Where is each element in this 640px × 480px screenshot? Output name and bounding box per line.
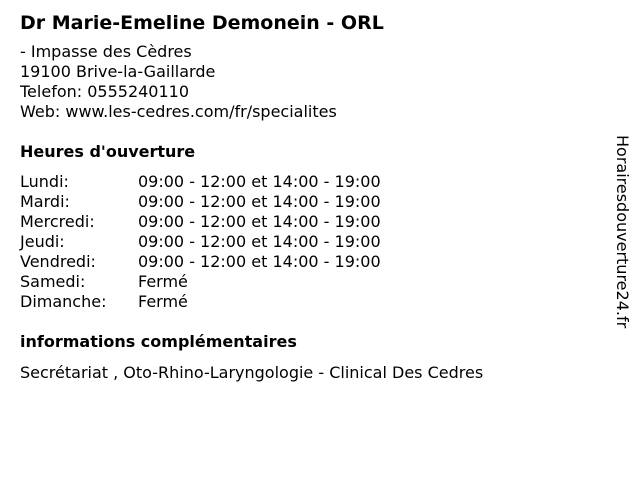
hours-day: Jeudi: — [20, 232, 65, 251]
info-text: Secrétariat , Oto-Rhino-Laryngologie - Clinical Des Cedres — [20, 363, 484, 382]
hours-day: Mercredi: — [20, 212, 95, 231]
hours-day: Lundi: — [20, 172, 69, 191]
hours-row-tuesday — [20, 192, 590, 212]
business-card — [20, 10, 590, 384]
hours-day: Dimanche: — [20, 292, 107, 311]
address-city: 19100 Brive-la-Gaillarde — [20, 62, 216, 81]
hours-time: Fermé — [138, 292, 188, 311]
hours-row-thursday — [20, 232, 590, 252]
hours-row-saturday — [20, 272, 590, 292]
hours-day: Vendredi: — [20, 252, 96, 271]
hours-row-monday — [20, 172, 590, 192]
phone-line: Telefon: 0555240110 — [20, 82, 190, 101]
hours-row-sunday — [20, 292, 590, 312]
hours-time: 09:00 - 12:00 et 14:00 - 19:00 — [138, 252, 381, 271]
info-heading: informations complémentaires — [20, 332, 297, 351]
hours-time: 09:00 - 12:00 et 14:00 - 19:00 — [138, 192, 381, 211]
hours-day: Samedi: — [20, 272, 86, 291]
hours-time: 09:00 - 12:00 et 14:00 - 19:00 — [138, 212, 381, 231]
hours-row-friday — [20, 252, 590, 272]
hours-time: 09:00 - 12:00 et 14:00 - 19:00 — [138, 232, 381, 251]
hours-row-wednesday — [20, 212, 590, 232]
business-title: Dr Marie-Emeline Demonein - ORL — [20, 12, 384, 34]
address-street: - Impasse des Cèdres — [20, 42, 192, 61]
hours-day: Mardi: — [20, 192, 70, 211]
site-watermark: Horairesdouverture24.fr — [613, 135, 632, 329]
hours-table — [20, 172, 590, 312]
hours-heading: Heures d'ouverture — [20, 142, 196, 161]
hours-time: 09:00 - 12:00 et 14:00 - 19:00 — [138, 172, 381, 191]
hours-time: Fermé — [138, 272, 188, 291]
web-line: Web: www.les-cedres.com/fr/specialites — [20, 102, 337, 121]
